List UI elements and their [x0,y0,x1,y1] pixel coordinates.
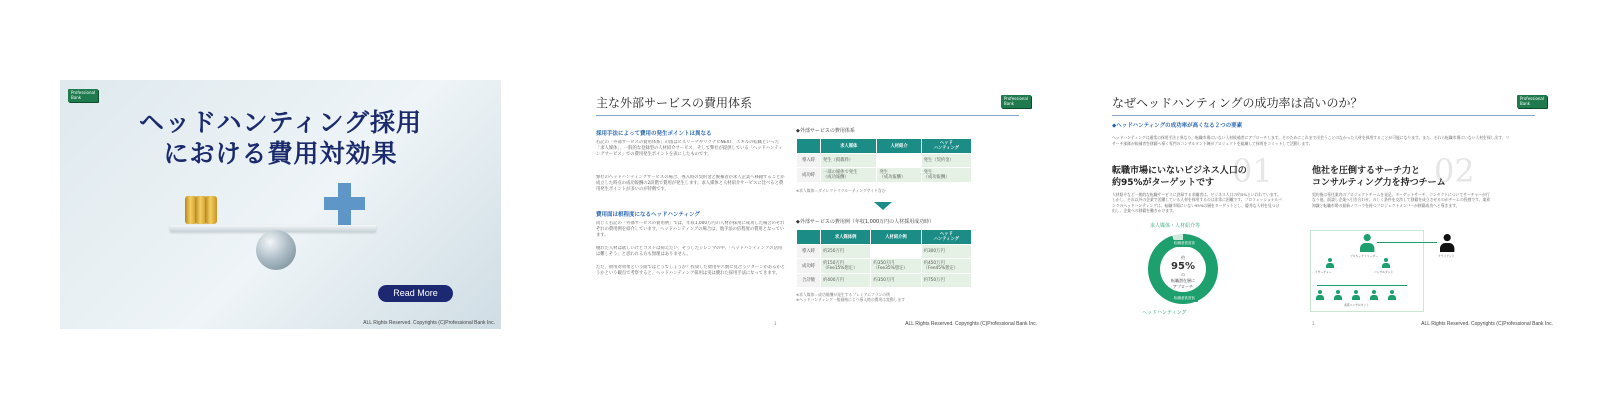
cost-structure-table [796,138,972,183]
table-row-header: 導入時 [797,154,821,168]
paragraph: ただ、費用対効果という面ではどうでしょうか？投資した費用やエ数に見合うリターンがあるかどうかという観点で考察すると、ヘッドハンティング採用は実は優れた採用手法になってきます。 [596,265,785,277]
slide-thumbnail-1[interactable] [60,80,501,329]
point1-text: 人材紹介など一般的な転職サービスに登録する求職者は、ビジネス人口の約5%といわれています。しかし、それ以外の企業で活躍している人材を採用するのは非常に困難です。プロフェッショナルバンクのヘッドハンティングは、転職市場にいない95%の層をターゲットとし、優秀な人材を見つけ出し、企業への移籍を働きかけます。 [1112,192,1282,213]
person-icon [1334,290,1342,300]
table-cell: 約150万円 （Fee15%想定） [821,259,871,274]
table-cell: 約400万円 [821,274,871,288]
title-underline [596,115,1019,116]
slide3-title: なぜヘッドハンティングの成功率は高いのか？ [1112,96,1363,110]
table-cell: 約300万円 [921,245,971,259]
table-cell [877,154,921,168]
table-cell: 発生（掲載料） [821,154,877,168]
client-person-icon [1440,234,1454,252]
point1-heading-line1: 転職市場にいないビジネス人口の [1112,166,1247,176]
table-row [797,274,972,288]
person-icon [1382,258,1390,268]
table-row [797,259,972,274]
point2-text: 契約後は専任業内のプロジェクトチームを発足。ターゲットサーチ、コンタクトについてサーチャーが行なう他、面談し企業へ引き合わせ、のしく条件を交渉して移籍を成立させるのがチームの役割です。業界知識と転職市場の最新ノウハウを持つプロジェクトメンバーが移籍成功へと導きます。 [1312,192,1491,208]
table-row [797,245,972,259]
point2-heading-line2: コンサルティング力を持つチーム [1312,178,1446,188]
page-number: 1 [774,321,777,326]
table-header-cell: 人材紹介例 [871,230,921,245]
table-cell: 約750万円 [921,274,971,288]
point-number: 02 [1434,152,1475,190]
table-header-cell: 人材紹介 [877,139,921,154]
section-heading: 費用面は根程度になるヘッドハンティング [596,212,700,218]
point-number: 01 [1232,152,1273,190]
slide1-title-line2: における費用対効果 [163,139,398,168]
table-header-cell: ヘッド ハンティング [921,139,971,154]
professional-bank-logo: Professional Bank [1001,95,1031,108]
intro-paragraph: ヘッドハンティングは通常の採用手法と異なり、転職市場にいない人材候補者にアプローチします。そのためにこれまで出会うことのなかった人材を採用することが可能になります。また、それら転職市場にいない人材を探し出す、リサーチ部隊が候補者を移籍へ導く専門のコンサルタント陣がプロジェクトを組織して採用をコミットして活動します。 [1112,135,1510,146]
table-row [797,154,972,168]
table-cell: 約450万円 （Fee45%想定） [921,259,971,274]
table-header-cell: ヘッド ハンティング [921,230,971,245]
person-icon [1316,290,1324,300]
chart-caption: 求人媒体・人材紹介等 [1150,223,1201,229]
table-row-header: 導入時 [797,245,821,259]
professional-bank-logo: Professional Bank [1517,95,1547,108]
slide2-title: 主な外部サービスの費用体系 [596,96,753,110]
paragraph: 同じく右記の「外部サービスの費用例」では、年収1,000万円の人材が採用に成功した場合のそれぞれの費用例を紹介しています。ヘッドハンティングの場合は、他手法の倍程度の費用となっています。 [596,221,785,239]
read-more-button[interactable]: Read More [378,285,453,302]
person-icon [1370,290,1378,300]
arrow-down-icon [874,202,892,210]
table-header-cell: 求人媒体 [821,139,877,154]
balance-sphere [256,230,296,270]
cost-example-table [796,229,972,288]
copyright-text: ALL Rights Reserved. Copyrights (C)Professional Bank Inc. [363,320,495,326]
table-note: ※ヘッドハンティング一般価格により導入時の費用は変動します [796,297,906,302]
donut-caption: ヘッドハンティング [1142,310,1187,316]
point1-heading-line2: 約95%がターゲットです [1112,178,1215,188]
professional-bank-logo: Professional Bank [68,89,98,102]
donut-bottom-tag: 転職意欲度低 [1171,295,1198,302]
title-underline [1112,115,1535,116]
section-heading: 採用手法によって費用の発生ポイントは異なる [596,131,712,137]
copyright-text: ALL Rights Reserved. Copyrights (C)Professional Bank Inc. [1421,321,1553,327]
table-cell: 一部の媒体で発生 （成功報酬） [821,168,877,183]
table-cell: 約350万円 [871,274,921,288]
paragraph: 弊社のヘッドハンティングサービスの場合、導入時の契約金と候補者が求人企業へ移籍することが成立した時点の成功報酬の2段階で費用が発生します。求人媒体と人材紹介サービスに比べると費用発生ポイントが多いのが特徴です。 [596,175,785,193]
table-note: ※求人媒体＝成功報酬が発生するプレミアムプランの例 [796,292,890,297]
table-row-header: 成功時 [797,168,821,183]
person-icon [1326,258,1334,268]
person-icon [1360,234,1374,252]
person-icon [1352,290,1360,300]
copyright-text: ALL Rights Reserved. Copyrights (C)Professional Bank Inc. [905,321,1037,327]
person-icon [1388,290,1396,300]
slide-thumbnail-2[interactable] [596,80,1037,329]
percentage-donut-chart: 約 95% の 転職潜在層に アプローチ [1148,234,1218,304]
paragraph: 優れた人材は欲しいけどコストは抑えたい、そうしたジレンマの中、「ヘッドハンティングの活用は難しそう」と思われる方も無理はありません。 [596,246,783,258]
paragraph: 右記の「外部サービスの費用体系」の図はビズリーチやリクナビNEXT、エキルの転職といった「求人媒体」、一般的な登録型の人材紹介サービス、そして弊社が提供している「ヘッドハンティングサービス」での費用発生ポイントを表にしたものです。 [596,140,783,158]
table-row-header: 合計額 [797,274,821,288]
table-cell: 発生 （成功報酬） [921,168,971,183]
table-label: ◆外部サービスの費用例（年収1,000万円の人材採用成功時） [796,219,935,225]
table-cell: 発生（契約金） [921,154,971,168]
table-cell [871,245,921,259]
section-heading: ◆ヘッドハンティングの成功率が高くなる２つの要素 [1112,123,1243,129]
table-header-cell: 求人媒体例 [821,230,871,245]
slide1-title-line1: ヘッドハンティング採用 [138,108,422,137]
table-cell: 発生 （成功報酬） [877,168,921,183]
table-note: ※求人媒体＝ダイレクトリクルーティングサイト含む [796,188,886,193]
slide-thumbnail-3[interactable]: なぜヘッドハンティングの成功率は高いのか？ Professional Bank ◆ヘッドハンティングの成功率が高くなる２つの要素 ヘッドハンティングは通常の採用手法と異なり、転職市場にいない人材候補者にアプローチします。そのためにこれまで出会うことのなかった人材を採用することが可能になります。また、それら転職市場にいない人材を探し出す、リサーチ部隊が候補者を移籍へ導く専門のコンサルタント陣がプロジェクトを組織して採用をコミットして活動します。 01 転職市場にいないビジネス人口の 約95%がターゲットです 人材紹介など一般的な転職サービスに登録する求職者は、ビジネス人口の約5%といわれています。しかし、それ以外の企業で活躍している人材を採用するのは非常に困難です。プロフェッショナルバンクのヘッドハンティングは、転職市場にいない95%の層をターゲットとし、優秀な人材を見つけ出し、企業への移籍を働きかけます。 02 他社を圧倒するサーチ力と コンサルティング力を持つチーム 契約後は専任業内のプロジェクトチームを発足。ターゲットサーチ、コンタクトについてサーチャーが行なう他、面談し企業へ引き合わせ、のしく条件を交渉して移籍を成立させるのがチームの役割です。業界知識と転職市場の最新ノウハウを持つプロジェクトメンバーが移籍成功へと導きます。 求人媒体・人材紹介等 約 95% の 転職潜在層に アプローチ 転職意欲度高 転職意欲度低 ヘッドハンティング プロジェクトリーダー クライアント リサーチャー コンサルタント 各部コンサルタント 1 ALL Rights Reserved. Copyrights (C)Professional Bank Inc. [1112,80,1553,329]
table-cell: 約350万円 （Fee35%想定） [871,259,921,274]
table-label: ◆外部サービスの費用体系 [796,128,855,134]
table-row [797,168,972,183]
table-row-header: 成功時 [797,259,821,274]
table-cell: 約250万円 [821,245,871,259]
page-number: 1 [1312,321,1315,326]
gold-coins-icon [185,196,219,226]
point2-heading-line1: 他社を圧倒するサーチ力と [1312,166,1421,176]
donut-top-tag: 転職意欲度高 [1171,240,1198,247]
